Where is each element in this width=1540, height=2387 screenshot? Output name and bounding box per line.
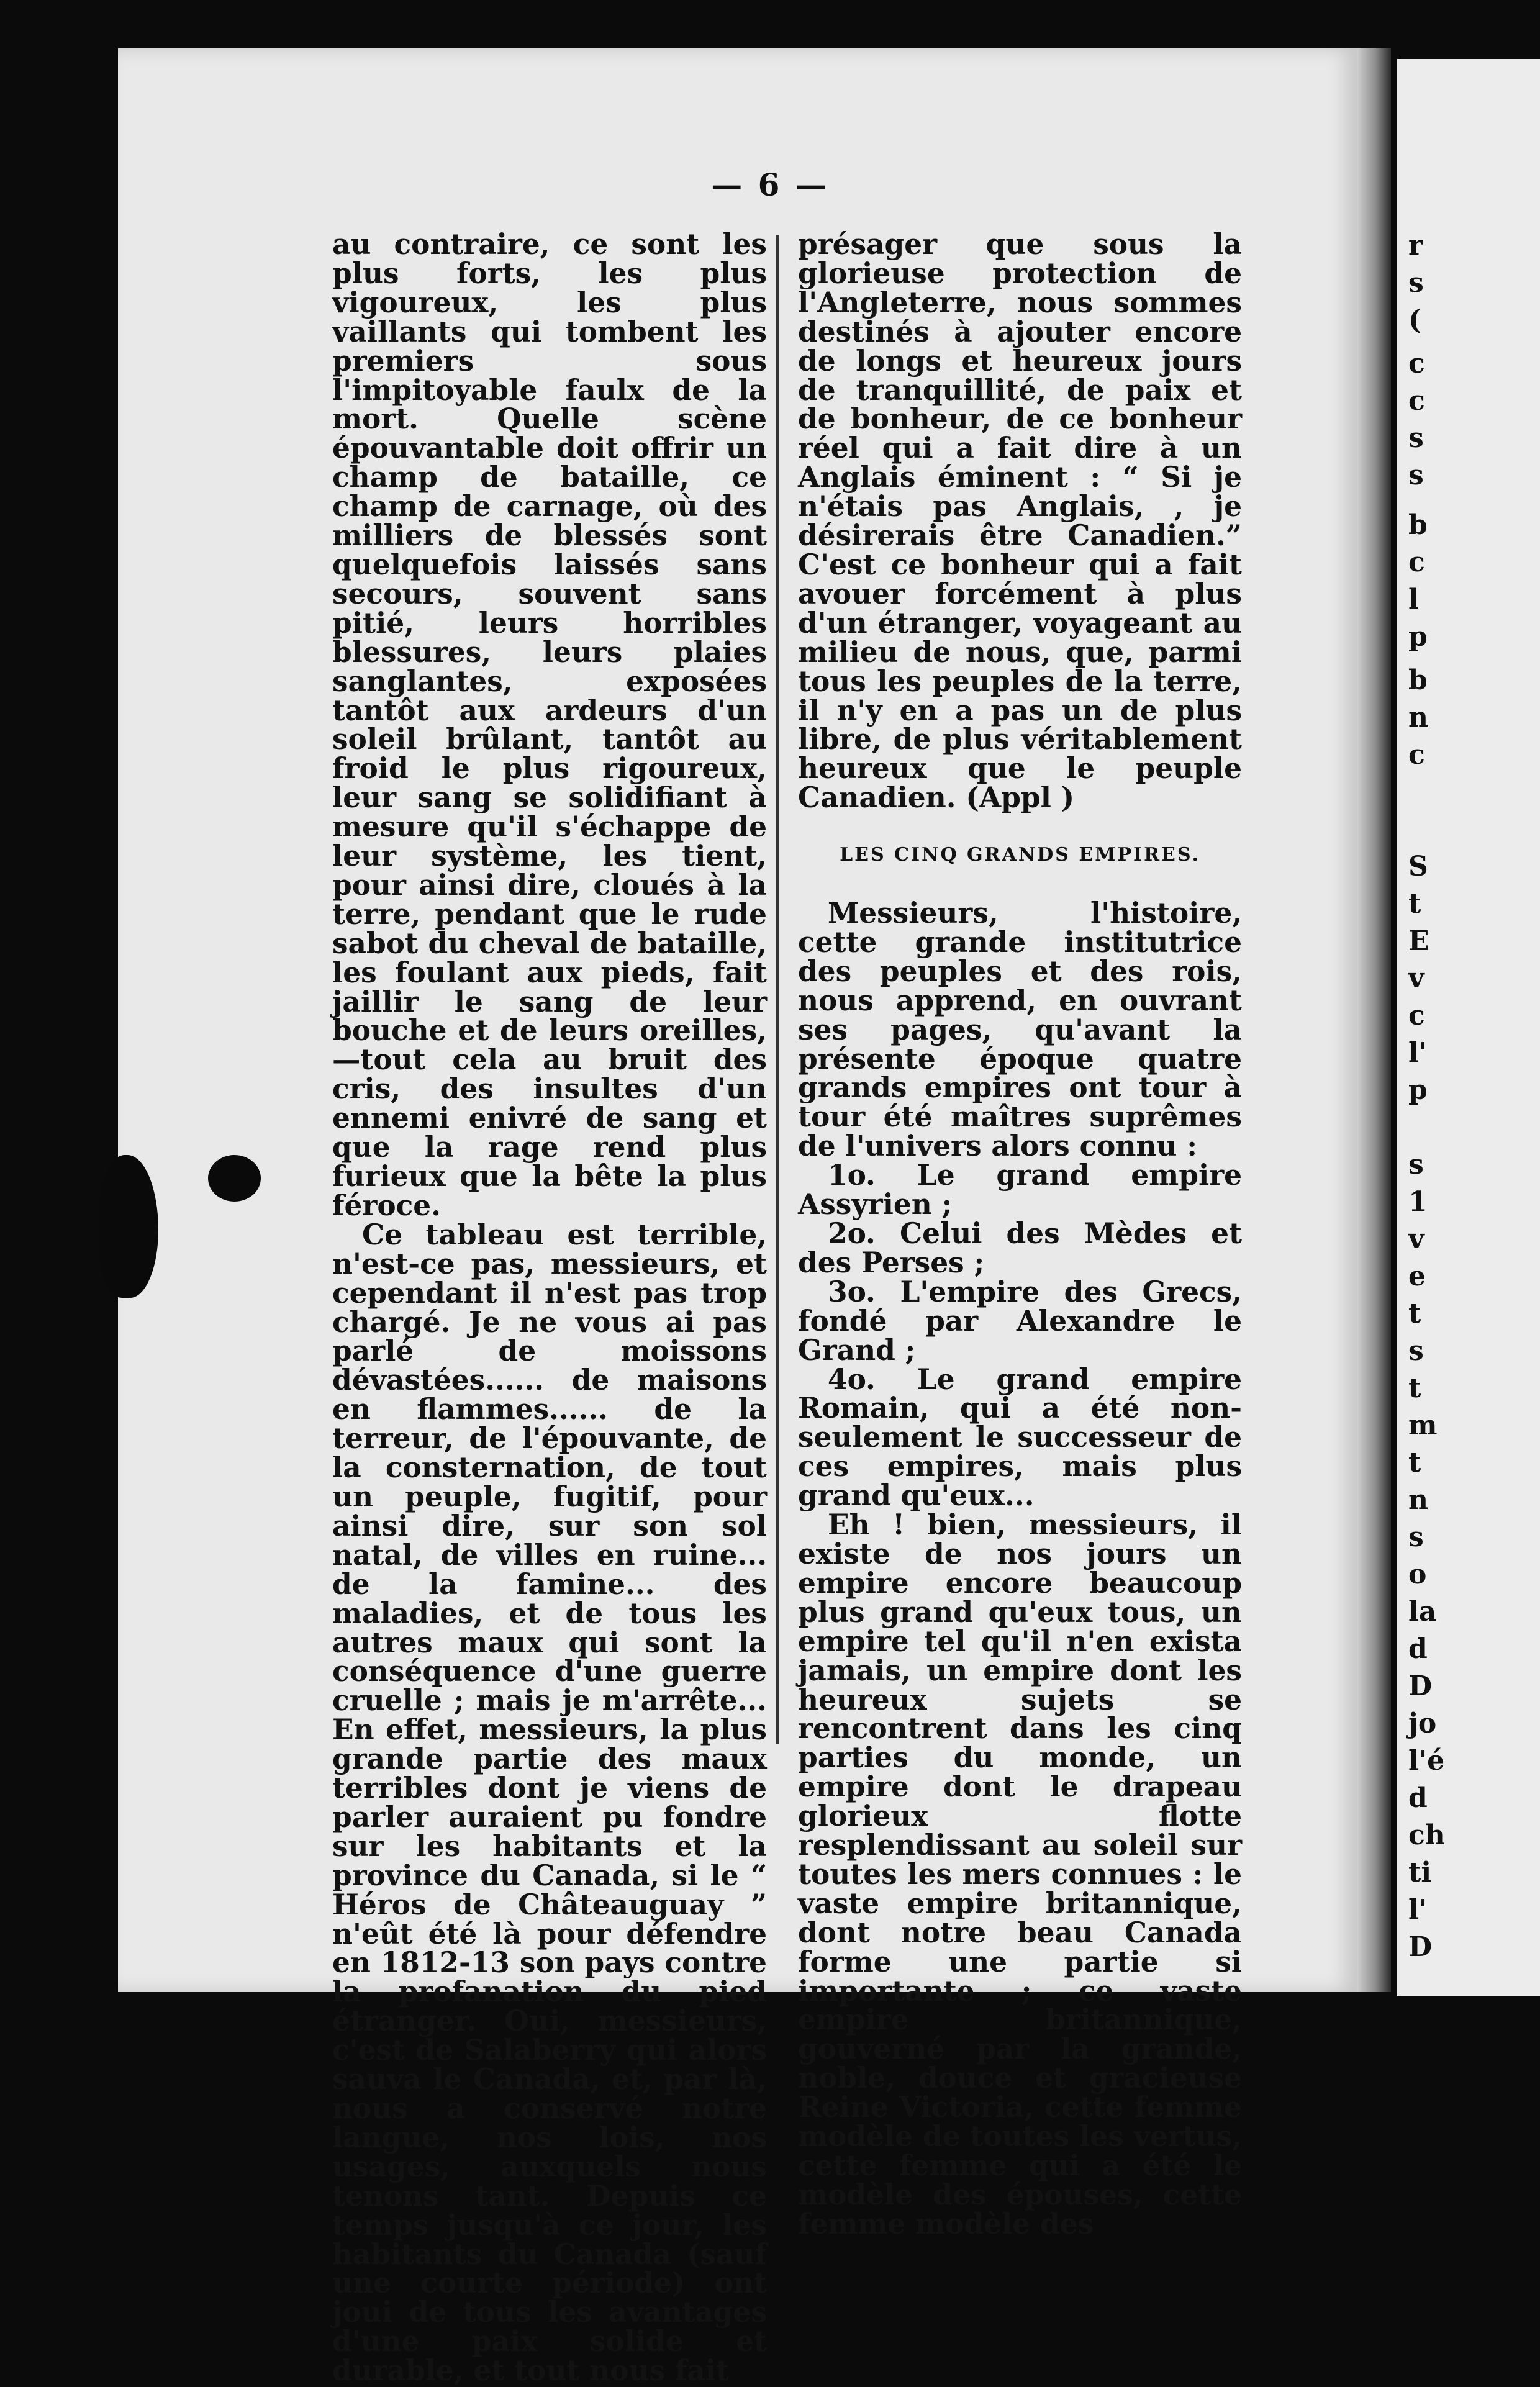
adjacent-page-text-fragment: t [1408, 1447, 1421, 1479]
adjacent-page-text-fragment: c [1408, 348, 1425, 379]
adjacent-page-text-fragment: t [1408, 888, 1421, 920]
column-divider [776, 235, 779, 1744]
adjacent-page-text-fragment: E [1408, 925, 1429, 957]
list-item: 4o. Le grand empire Romain, qui a été non-seulement le successeur de ces empires, mais plus grand qu'eux... [798, 1362, 1242, 1513]
adjacent-page-text-fragment: ti [1408, 1857, 1432, 1888]
adjacent-page-text-fragment: e [1408, 1261, 1426, 1292]
page-number: — 6 — [711, 166, 829, 203]
paragraph: au contraire, ce sont les plus forts, les plus vigoureux, les plus vaillants qui tombent les premiers sous l'impitoyable faulx de la mort. Quelle scène épouvantable doit offrir un champ de bataille, ce champ de carnage, où des milliers de blessés sont quelquefois laissés sans secours, souvent sans pitié, leurs horribles blessures, leurs plaies sanglantes, exposées tantôt aux ardeurs d'un soleil brûlant, tantôt au froid le plus rigoureux, leur sang se solidifiant à mesure qu'il s'échappe de leur système, les tient, pour ainsi dire, cloués à la terre, pendant que le rude sabot du cheval de bataille, les foulant aux pieds, fait jaillir le sang de leur bouche et de leurs oreilles,—tout cela au bruit des cris, des insultes d'un ennemi enivré de sang et que la rage rend plus furieux que la bête la plus féroce. [332, 227, 767, 1222]
adjacent-page-text-fragment: s [1408, 1149, 1424, 1180]
adjacent-page-text-fragment: v [1408, 962, 1424, 994]
adjacent-page-text-fragment: p [1408, 1074, 1428, 1106]
list-item: 1o. Le grand empire Assyrien ; [798, 1158, 1242, 1221]
adjacent-page-text-fragment: d [1408, 1782, 1428, 1814]
adjacent-page-text-fragment: m [1408, 1410, 1438, 1441]
adjacent-page-text-fragment: c [1408, 739, 1425, 771]
adjacent-page-text-fragment: S [1408, 851, 1428, 882]
right-column [798, 227, 1242, 2240]
paragraph: Ce tableau est terrible, n'est-ce pas, messieurs, et cependant il n'est pas trop chargé. Je ne vous ai pas parlé de moissons dévastées...... de maisons en flammes...... de la terreur, de l'épouvante, de la consternation, de tout un peuple, fugitif, pour ainsi dire, sur son sol natal, de villes en ruine... de la famine... des maladies, et de tous les autres maux qui sont la conséquence d'une guerre cruelle ; mais je m'arrête... En effet, messieurs, la plus grande partie des maux terribles dont je viens de parler auraient pu fondre sur les habitants et la province du Canada, si le “ Héros de Châteauguay ” n'eût été là pour défendre en 1812-13 son pays contre la profanation du pied étranger. Oui, messieurs, c'est de Salaberry qui alors sauva le Canada, et, par là, nous a conservé notre langue, nos lois, nos usages, auxquels nous tenons tant. Depuis ce temps jusqu'à ce jour, les habitants du Canada (sauf une courte période) ont joui de tous les avantages d'une paix solide et durable, et tout nous fait [332, 1217, 768, 2387]
left-column [332, 227, 768, 2387]
paragraph: Eh ! bien, messieurs, il existe de nos jours un empire encore beaucoup plus grand qu'eux tous, un empire tel qu'il n'en exista jamais, un empire dont les heureux sujets se rencontrent dans les cinq parties du monde, un empire dont le drapeau glorieux flotte resplendissant au soleil sur toutes les mers connues : le vaste empire britannique, dont notre beau Canada forme une partie si importante ; ce vaste empire britannique, gouverné par la grande, noble, douce et gracieuse Reine Victoria, cette femme modèle de toutes les vertus, cette femme qui a été le modèle des épouses, cette femme modèle des [798, 1508, 1242, 2240]
adjacent-page-text-fragment: ch [1408, 1819, 1445, 1851]
ink-stain [208, 1155, 261, 1202]
adjacent-page-text-fragment: s [1408, 1335, 1424, 1367]
adjacent-page-text-fragment: l' [1408, 1894, 1428, 1926]
adjacent-page-text-fragment: 1 [1408, 1186, 1428, 1218]
adjacent-page-text-fragment: s [1408, 422, 1424, 454]
adjacent-page-text-fragment: ( [1408, 304, 1421, 336]
adjacent-page-text-fragment: c [1408, 1000, 1425, 1031]
adjacent-page-text-fragment: s [1408, 1521, 1424, 1553]
paragraph: Messieurs, l'histoire, cette grande institutrice des peuples et des rois, nous apprend, en ouvrant ses pages, qu'avant la présente époque quatre grands empires ont tour à tour été maîtres suprêmes de l'univers alors connu : [798, 896, 1242, 1163]
adjacent-page-text-fragment: n [1408, 1484, 1428, 1516]
adjacent-page-text-fragment: la [1408, 1596, 1437, 1628]
adjacent-page-text-fragment: b [1408, 664, 1428, 696]
adjacent-page-text-fragment: l'é [1408, 1745, 1445, 1777]
adjacent-page-text-fragment: b [1408, 509, 1428, 541]
section-heading: LES CINQ GRANDS EMPIRES. [840, 844, 1200, 866]
adjacent-page-text-fragment: c [1408, 546, 1425, 578]
adjacent-page-text-fragment: v [1408, 1223, 1424, 1255]
adjacent-page-edge [1397, 59, 1540, 1996]
adjacent-page-text-fragment: s [1408, 460, 1424, 491]
adjacent-page-text-fragment: l [1408, 584, 1419, 615]
adjacent-page-text-fragment: p [1408, 621, 1428, 653]
adjacent-page-text-fragment: r [1408, 230, 1423, 261]
adjacent-page-text-fragment: s [1408, 267, 1424, 299]
adjacent-page-text-fragment: t [1408, 1298, 1421, 1329]
adjacent-page-text-fragment: jo [1408, 1708, 1437, 1739]
page-fold-shadow [1357, 48, 1391, 1992]
list-item: 3o. L'empire des Grecs, fondé par Alexandre le Grand ; [798, 1274, 1242, 1367]
adjacent-page-text-fragment: t [1408, 1372, 1421, 1404]
list-item: 2o. Celui des Mèdes et des Perses ; [798, 1216, 1242, 1279]
adjacent-page-text-fragment: c [1408, 385, 1425, 417]
adjacent-page-text-fragment: l' [1408, 1037, 1428, 1069]
adjacent-page-text-fragment: D [1408, 1931, 1433, 1963]
adjacent-page-text-fragment: o [1408, 1559, 1427, 1590]
adjacent-page-text-fragment: d [1408, 1633, 1428, 1665]
paragraph: présager que sous la glorieuse protection de l'Angleterre, nous sommes destinés à ajouter encore de longs et heureux jours de tranquillité, de paix et de bonheur, de ce bonheur réel qui a fait dire à un Anglais éminent : “ Si je n'étais pas Anglais, , je désirerais être Canadien.” C'est ce bonheur qui a fait avouer forcément à plus d'un étranger, voyageant au milieu de nous, que, parmi tous les peuples de la terre, il n'y en a pas un de plus libre, de plus véritablement heureux que le peuple Canadien. (Appl ) [798, 227, 1242, 815]
adjacent-page-text-fragment: D [1408, 1670, 1433, 1702]
adjacent-page-text-fragment: n [1408, 702, 1428, 733]
